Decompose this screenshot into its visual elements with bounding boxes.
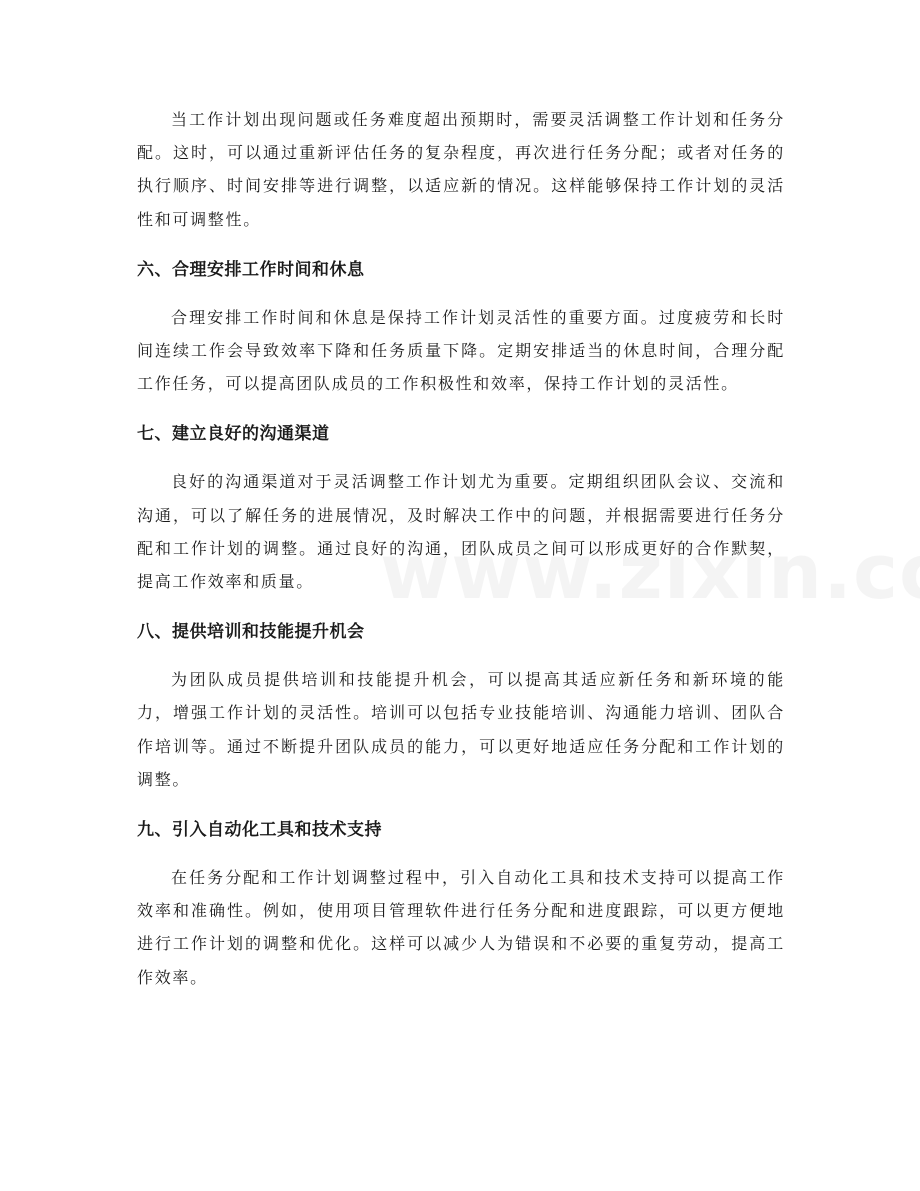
section-paragraph-6: 合理安排工作时间和休息是保持工作计划灵活性的重要方面。过度疲劳和长时间连续工作会导致效率下降和任务质量下降。定期安排适当的休息时间，合理分配工作任务，可以提高团队成员的工作积极性和效率，保持工作计划的灵活性。 bbox=[137, 307, 785, 394]
section-heading-7: 七、建立良好的沟通渠道 bbox=[137, 424, 330, 445]
section-heading-6: 六、合理安排工作时间和休息 bbox=[137, 259, 365, 280]
document-page bbox=[137, 103, 785, 994]
section-heading-9: 九、引入自动化工具和技术支持 bbox=[137, 820, 382, 841]
section-paragraph-9: 在任务分配和工作计划调整过程中，引入自动化工具和技术支持可以提高工作效率和准确性。例如，使用项目管理软件进行任务分配和进度跟踪，可以更方便地进行工作计划的调整和优化。这样可以减少人为错误和不必要的重复劳动，提高工作效率。 bbox=[137, 868, 785, 987]
section-heading-8: 八、提供培训和技能提升机会 bbox=[137, 622, 365, 643]
intro-paragraph: 当工作计划出现问题或任务难度超出预期时，需要灵活调整工作计划和任务分配。这时，可以通过重新评估任务的复杂程度，再次进行任务分配；或者对任务的执行顺序、时间安排等进行调整，以适应新的情况。这样能够保持工作计划的灵活性和可调整性。 bbox=[137, 110, 785, 229]
section-paragraph-8: 为团队成员提供培训和技能提升机会，可以提高其适应新任务和新环境的能力，增强工作计划的灵活性。培训可以包括专业技能培训、沟通能力培训、团队合作培训等。通过不断提升团队成员的能力，可以更好地适应任务分配和工作计划的调整。 bbox=[137, 670, 785, 789]
section-paragraph-7: 良好的沟通渠道对于灵活调整工作计划尤为重要。定期组织团队会议、交流和沟通，可以了解任务的进展情况，及时解决工作中的问题，并根据需要进行任务分配和工作计划的调整。通过良好的沟通，团队成员之间可以形成更好的合作默契，提高工作效率和质量。 bbox=[137, 472, 785, 592]
